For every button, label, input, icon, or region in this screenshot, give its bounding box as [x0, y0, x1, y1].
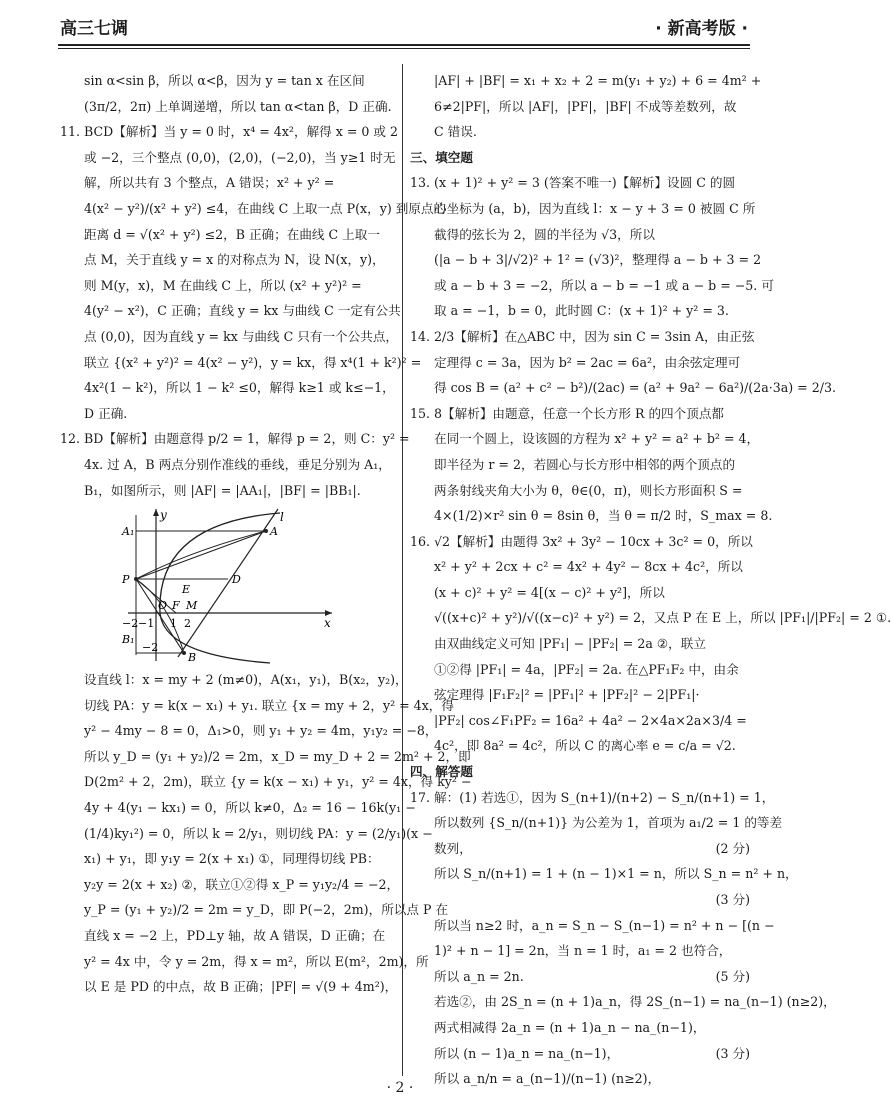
label-p: P — [122, 573, 130, 587]
label-d: D — [232, 573, 241, 587]
solution-line — [410, 861, 798, 887]
text-line: 截得的弦长为 2，圆的半径为 √3，所以 — [434, 226, 655, 242]
text-line: 直线 x = −2 上，PD⊥y 轴，故 A 错误，D 正确；在 — [84, 928, 386, 944]
score-mark: (3 分) — [715, 892, 750, 907]
label-y-neg2: −2 — [142, 641, 159, 655]
right-text-block — [410, 68, 891, 810]
text-line: 4×(1/2)×r² sin θ = 8sin θ，当 θ = π/2 时，S_max = 8. — [434, 508, 773, 524]
text-line: √((x+c)² + y²)/√((x−c)² + y²) = 2，又点 P 在 E 上，所以 |PF₁|/|PF₂| = 2 ①. — [434, 610, 891, 626]
point-p — [134, 577, 138, 581]
text-line: 17. 解：(1) 若选①，因为 S_(n+1)/(n+2) − S_n/(n+1) = 1， — [410, 789, 775, 805]
section-heading: 三、填空题 — [410, 149, 473, 165]
text-line: y_P = (y₁ + y₂)/2 = 2m = y_D，即 P(−2，2m)，所以点 P 在 — [84, 902, 449, 918]
solution-text: 两式相减得 2a_n = (n + 1)a_n − na_(n−1)， — [434, 1019, 706, 1035]
label-neg1: −1 — [138, 617, 155, 631]
label-b: B — [188, 651, 197, 665]
text-line: 4y + 4(y₁ − kx₁) = 0，所以 k≠0，Δ₂ = 16 − 16k(y₁ − — [84, 800, 416, 816]
text-line: 联立 {(x² + y²)² = 4(x² − y²)，y = kx，得 x⁴(1 + k²)² = — [84, 354, 422, 370]
solution-text: 所以当 n≥2 时，a_n = S_n − S_(n−1) = n² + n − [(n − — [434, 917, 775, 933]
text-line: 切线 PA：y = k(x − x₁) + y₁. 联立 {x = my + 2，y² = 4x，得 — [84, 697, 454, 713]
header-rule — [58, 44, 750, 46]
solution-text: 所以 a_n/n = a_(n−1)/(n−1) (n≥2)， — [434, 1071, 661, 1087]
label-a: A — [270, 525, 278, 539]
text-line: 弦定理得 |F₁F₂|² = |PF₁|² + |PF₂|² − 2|PF₁|· — [434, 687, 700, 703]
solution-line — [410, 964, 750, 990]
text-line: 或 −2，三个整点 (0,0)，(2,0)，(−2,0)，当 y≥1 时无 — [84, 149, 396, 165]
label-m: M — [186, 599, 198, 613]
solution-line — [410, 887, 750, 913]
text-line: 或 a − b + 3 = −2，所以 a − b = −1 或 a − b = −5. 可 — [434, 277, 774, 293]
solution-line — [410, 938, 750, 964]
point-b — [182, 651, 186, 655]
text-line: 4c²，即 8a² = 4c²，所以 C 的离心率 e = c/a = √2. — [434, 738, 736, 754]
label-one: 1 — [170, 617, 177, 631]
text-line: 所以 y_D = (y₁ + y₂)/2 = 2m，x_D = my_D + 2 = 2m² + 2，即 — [84, 748, 471, 764]
text-line: y² − 4my − 8 = 0，Δ₁>0，则 y₁ + y₂ = 4m，y₁y₂ = −8， — [84, 723, 438, 739]
text-line: 13. (x + 1)² + y² = 3 (答案不唯一)【解析】设圆 C 的圆 — [410, 175, 736, 191]
text-line: sin α<sin β，所以 α<β，因为 y = tan x 在区间 — [84, 73, 365, 88]
text-line: 11. BCD【解析】当 y = 0 时，x⁴ = 4x²，解得 x = 0 或 2 — [60, 124, 399, 140]
text-line: 4(y² − x²)，C 正确；直线 y = kx 与曲线 C 一定有公共 — [84, 303, 401, 319]
text-line: 12. BD【解析】由题意得 p/2 = 1，解得 p = 2，则 C：y² = — [60, 431, 410, 447]
label-o: O — [158, 599, 168, 613]
section-heading: 四、解答题 — [410, 764, 473, 780]
text-line: 得 cos B = (a² + c² − b²)/(2ac) = (a² + 9a² − 6a²)/(2a·3a) = 2/3. — [434, 380, 837, 396]
text-line: C 错误. — [434, 124, 477, 140]
score-mark: (3 分) — [715, 1045, 750, 1061]
text-line: 16. √2【解析】由题得 3x² + 3y² − 10cx + 3c² = 0，所以 — [410, 533, 753, 549]
text-line: |PF₂| cos∠F₁PF₂ = 16a² + 4a² − 2×4a×2a×3/4 = — [434, 712, 747, 728]
page-number: · 2 · — [386, 1080, 414, 1096]
text-line: 在同一个圆上，设该圆的方程为 x² + y² = a² + b² = 4， — [434, 431, 760, 447]
text-line: 4x²(1 − k²)，所以 1 − k² ≤0，解得 k≥1 或 k≤−1， — [84, 380, 395, 396]
solution-line — [410, 989, 836, 1015]
solution-line — [410, 913, 775, 939]
right-column — [410, 68, 891, 1092]
text-line: (3π/2，2π) 上单调递增，所以 tan α<tan β，D 正确. — [84, 98, 392, 114]
text-line: y₂y = 2(x + x₂) ②，联立①②得 x_P = y₁y₂/4 = −2， — [84, 876, 400, 892]
text-line: 定理得 c = 3a，因为 b² = 2ac = 6a²，由余弦定理可 — [434, 354, 741, 370]
label-y: y — [160, 508, 167, 523]
text-line: (x + c)² + y² = 4[(x − c)² + y²]，所以 — [434, 584, 665, 600]
label-f: F — [172, 599, 180, 613]
point-a — [264, 529, 268, 533]
score-mark: (2 分) — [715, 840, 750, 856]
text-line: 距离 d = √(x² + y²) ≤2，B 正确；在曲线 C 上取一 — [84, 226, 380, 242]
text-line: ①②得 |PF₁| = 4a，|PF₂| = 2a. 在△PF₁F₂ 中，由余 — [434, 661, 739, 677]
text-line: x² + y² + 2cx + c² = 4x² + 4y² − 8cx + 4c²，所以 — [434, 559, 743, 575]
parabola-figure — [120, 505, 340, 663]
text-line: D 正确. — [84, 405, 128, 421]
parabola-curve — [160, 513, 280, 663]
text-line: x₁) + y₁，即 y₁y = 2(x + x₁) ①，同理得切线 PB： — [84, 851, 380, 867]
text-line: 由双曲线定义可知 |PF₁| − |PF₂| = 2a ②，联立 — [434, 636, 706, 652]
text-line: |AF| + |BF| = x₁ + x₂ + 2 = m(y₁ + y₂) + 6 = 4m² + — [434, 73, 762, 88]
text-line: 4(x² − y²)/(x² + y²) ≤4，在曲线 C 上取一点 P(x，y) 到原点的 — [84, 200, 447, 216]
text-line: 点 M，关于直线 y = x 的对称点为 N，设 N(x，y)， — [84, 252, 385, 268]
text-line: 6≠2|PF|，所以 |AF|，|PF|，|BF| 不成等差数列，故 — [434, 98, 737, 114]
text-line: 解，所以共有 3 个整点，A 错误；x² + y² = — [84, 175, 335, 191]
solution-text: 所以 S_n/(n+1) = 1 + (n − 1)×1 = n，所以 S_n = n² + n， — [434, 866, 798, 882]
solution-17-block — [410, 810, 836, 1092]
text-line: 则 M(y，x)，M 在曲线 C 上，所以 (x² + y²)² = — [84, 277, 362, 293]
score-mark: (5 分) — [715, 968, 750, 984]
solution-text: 若选②，由 2S_n = (n + 1)a_n，得 2S_(n−1) = na_(n−1) (n≥2)， — [434, 994, 836, 1010]
text-line: 15. 8【解析】由题意，任意一个长方形 R 的四个顶点都 — [410, 405, 725, 421]
solution-text: 所以数列 {S_n/(n+1)} 为公差为 1，首项为 a₁/2 = 1 的等差 — [434, 815, 783, 831]
solution-line — [410, 810, 783, 836]
header-title: 高三七调 — [60, 19, 128, 39]
label-two: 2 — [184, 617, 191, 631]
text-line: 14. 2/3【解析】在△ABC 中，因为 sin C = 3sin A，由正弦 — [410, 328, 755, 344]
text-line: y² = 4x 中，令 y = 2m，得 x = m²，所以 E(m²，2m)，所 — [84, 953, 429, 969]
solution-text: 所以 a_n = 2n. — [434, 968, 524, 984]
label-x: x — [324, 616, 331, 631]
solution-text: 数列， — [434, 840, 472, 856]
solution-text: 所以 (n − 1)a_n = na_(n−1)， — [434, 1045, 620, 1061]
text-line: 取 a = −1，b = 0，此时圆 C：(x + 1)² + y² = 3. — [434, 303, 729, 319]
header-edition: · 新高考版 · — [655, 19, 748, 39]
solution-line — [410, 1015, 750, 1041]
header-rule-thin — [58, 48, 750, 49]
label-l: l — [280, 510, 284, 525]
text-line: 4x. 过 A，B 两点分别作准线的垂线，垂足分别为 A₁， — [84, 456, 391, 472]
text-line: (1/4)ky₁²) = 0，所以 k = 2/y₁，则切线 PA：y = (2/y₁)(x − — [84, 825, 433, 841]
solution-line — [410, 836, 750, 862]
label-a1: A₁ — [122, 525, 135, 539]
y-axis-arrow — [153, 509, 159, 516]
text-line: 心坐标为 (a，b)，因为直线 l：x − y + 3 = 0 被圆 C 所 — [434, 200, 756, 216]
text-line: B₁，如图所示，则 |AF| = |AA₁|，|BF| = |BB₁|. — [84, 482, 361, 498]
solution-text: 1)² + n − 1] = 2n，当 n = 1 时，a₁ = 2 也符合， — [434, 943, 732, 959]
text-line: D(2m² + 2，2m)，联立 {y = k(x − x₁) + y₁，y² = 4x，得 ky² − — [84, 774, 472, 790]
label-b1: B₁ — [122, 633, 135, 647]
text-line: 两条射线夹角大小为 θ，θ∈(0，π)，则长方形面积 S = — [434, 482, 743, 498]
text-line: 以 E 是 PD 的中点，故 B 正确；|PF| = √(9 + 4m²)， — [84, 979, 398, 995]
text-line: (|a − b + 3|/√2)² + 1² = (√3)²，整理得 a − b + 3 = 2 — [434, 252, 762, 268]
text-line: 即半径为 r = 2，若圆心与长方形中相邻的两个顶点的 — [434, 456, 736, 472]
label-e: E — [182, 583, 191, 597]
solution-line — [410, 1041, 750, 1067]
text-line: 点 (0,0)，因为直线 y = kx 与曲线 C 只有一个公共点， — [84, 328, 399, 344]
label-neg2: −2 — [122, 617, 139, 631]
text-line: 设直线 l：x = my + 2 (m≠0)，A(x₁，y₁)，B(x₂，y₂)， — [84, 672, 408, 688]
